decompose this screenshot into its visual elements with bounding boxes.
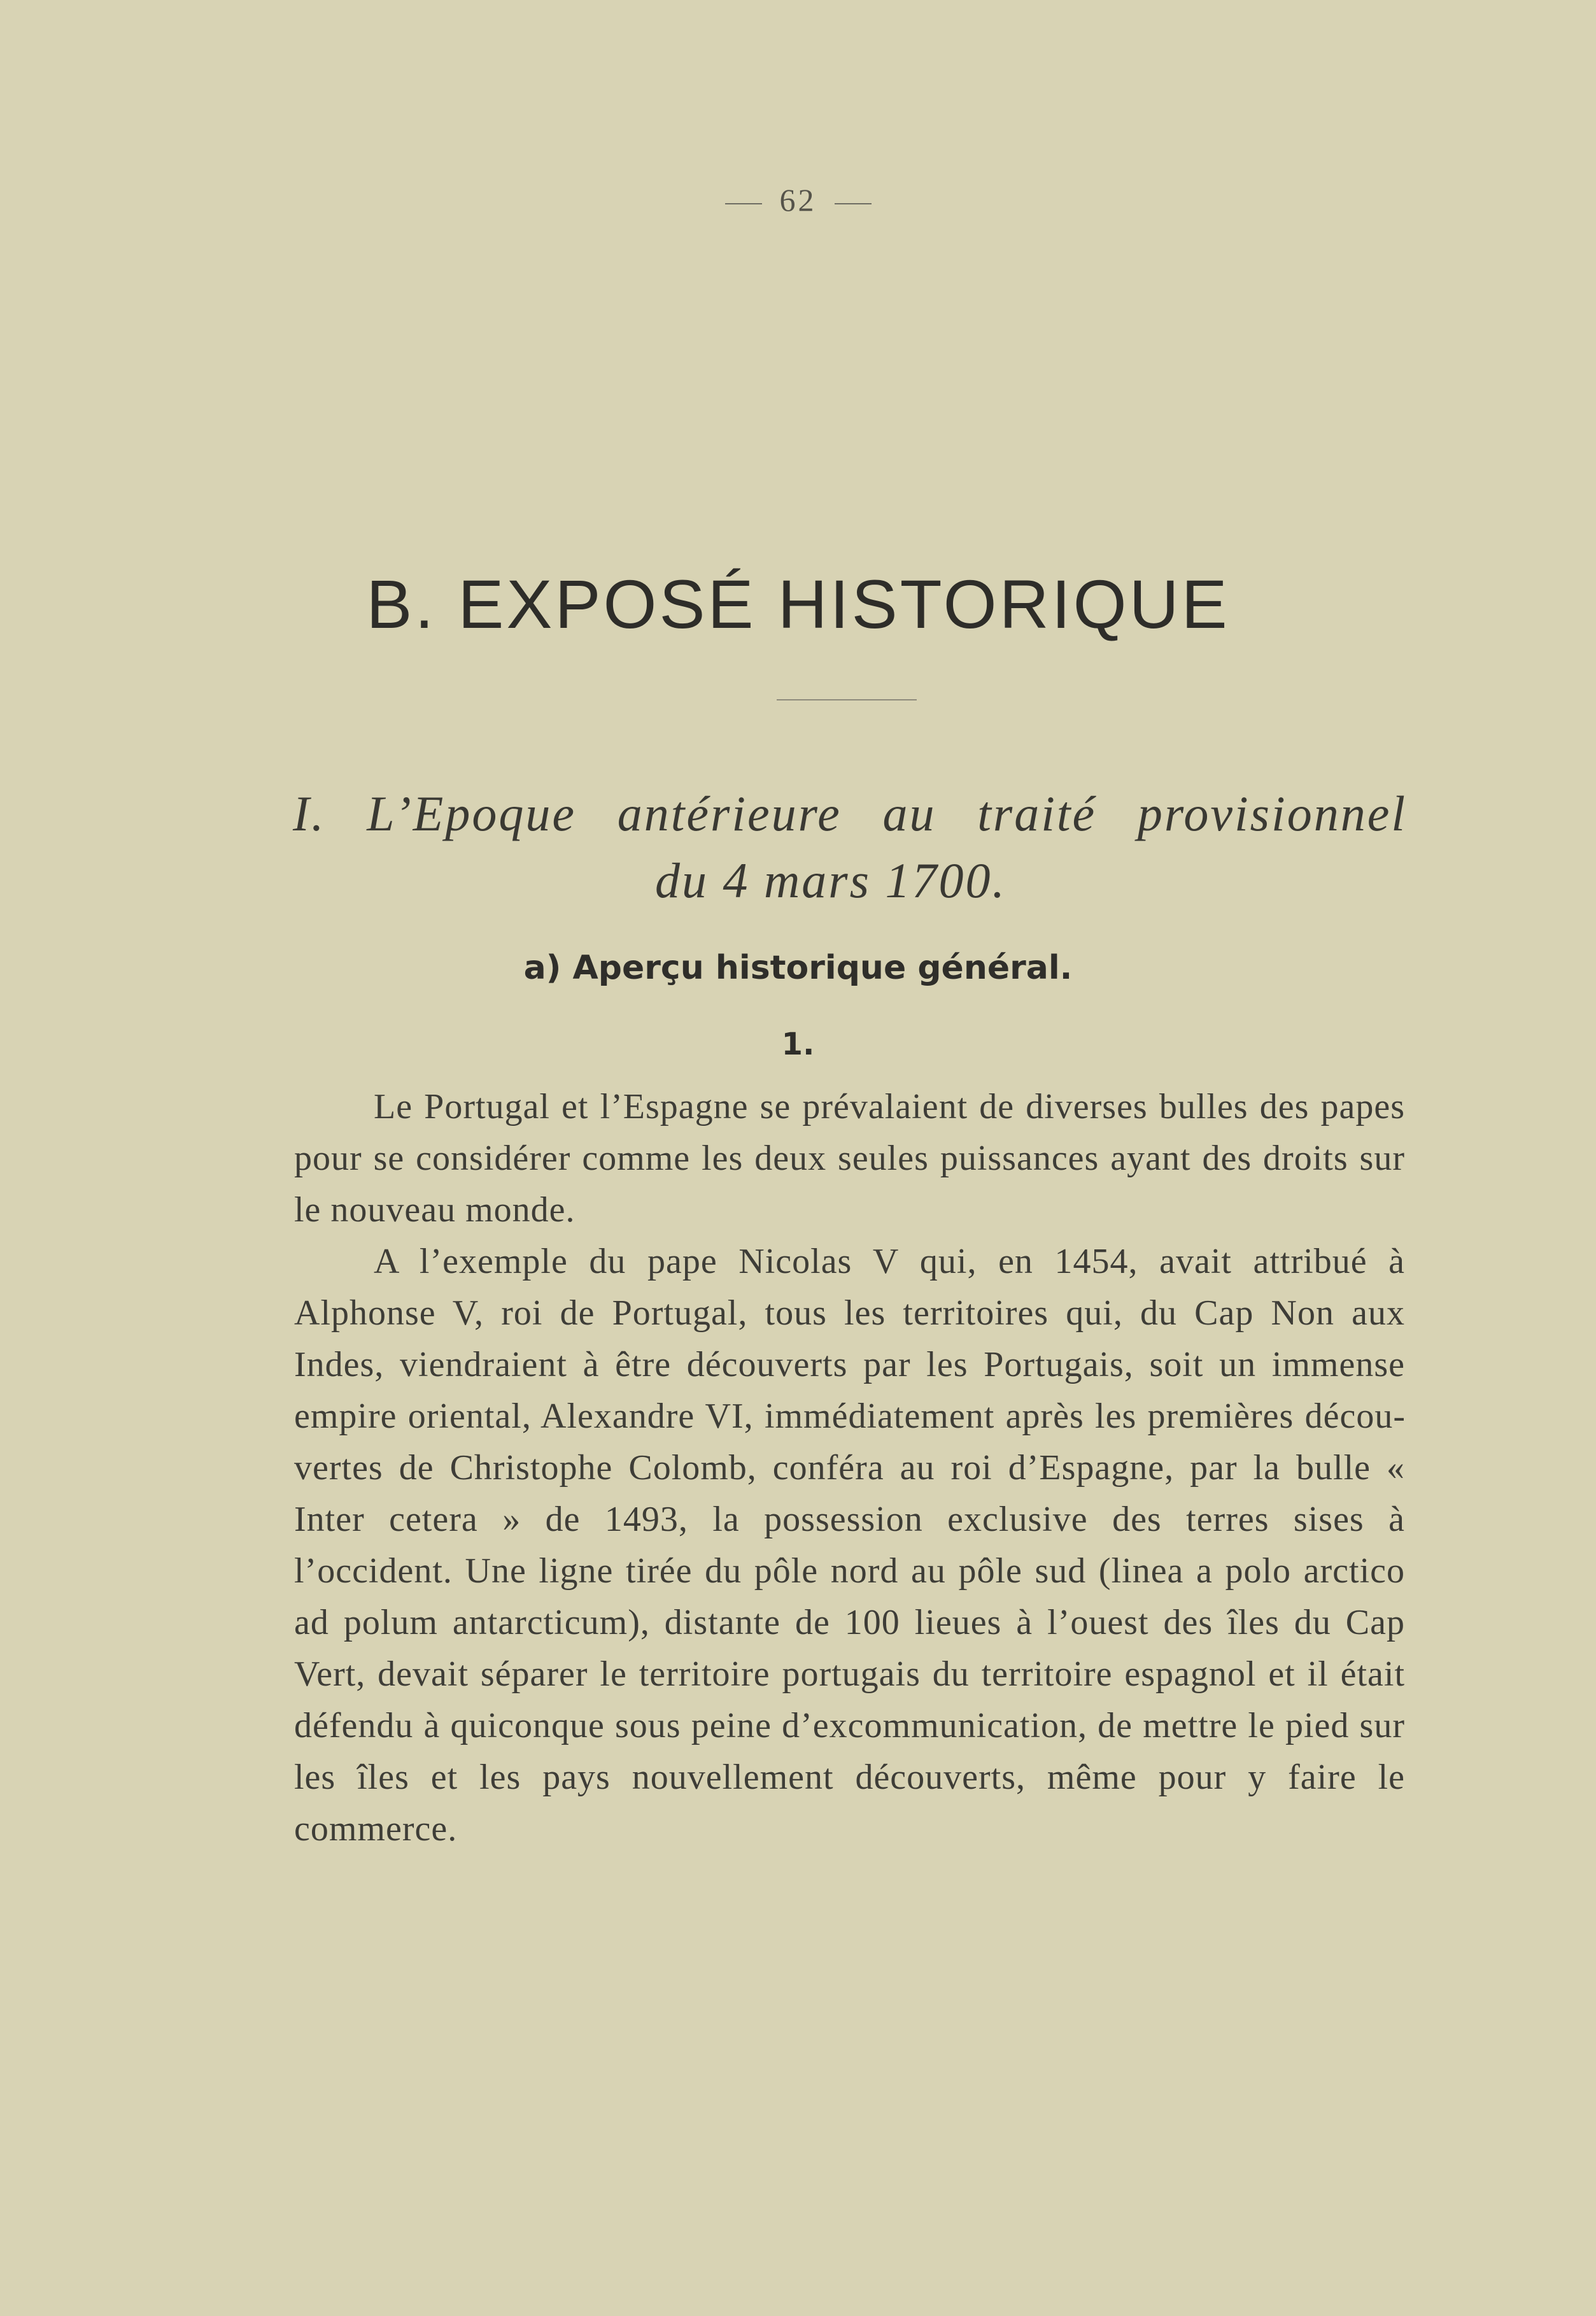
section-heading-line1: I. L’Epoque antérieure au traité provisionnel	[293, 786, 1407, 841]
section-heading	[255, 780, 1407, 914]
subsection-heading: a) Aperçu historique général.	[523, 949, 1073, 987]
section-heading-line2: du 4 mars 1700.	[654, 853, 1007, 908]
left-dash	[725, 203, 762, 204]
body-text	[294, 1081, 1405, 1855]
right-dash	[835, 203, 872, 204]
paragraph: A l’exemple du pape Nicolas V qui, en 1454, avait attribué à Alphonse V, roi de Portugal, tous les territoires qui, du Cap Non aux Indes, viendraient à être découverts par les Portugais, soit un immense empire oriental, Alexandre VI, immédiatement après les premières découvertes de Christophe Colomb, conféra au roi d’Espagne, par la bulle « Inter cetera » de 1493, la possession exclusive des terres sises à l’occident. Une ligne tirée du pôle nord au pôle sud (linea a polo arctico ad polum antarcticum), distante de 100 lieues à l’ouest des îles du Cap Vert, devait séparer le territoire portugais du territoire espagnol et il était défendu à quiconque sous peine d’excommunication, de mettre le pied sur les îles et les pays nouvellement découverts, même pour y faire le commerce.	[294, 1242, 1405, 1849]
title-divider	[777, 699, 917, 700]
paragraph: Le Portugal et l’Espagne se prévalaient de diverses bulles des papes pour se considérer comme les deux seules puissances ayant des droits sur le nouveau monde.	[294, 1087, 1405, 1230]
chapter-title: B. EXPOSÉ HISTORIQUE	[366, 565, 1230, 643]
page-number-line	[0, 181, 1596, 218]
page-number: 62	[779, 182, 817, 218]
paragraph-number: 1.	[781, 1027, 815, 1062]
